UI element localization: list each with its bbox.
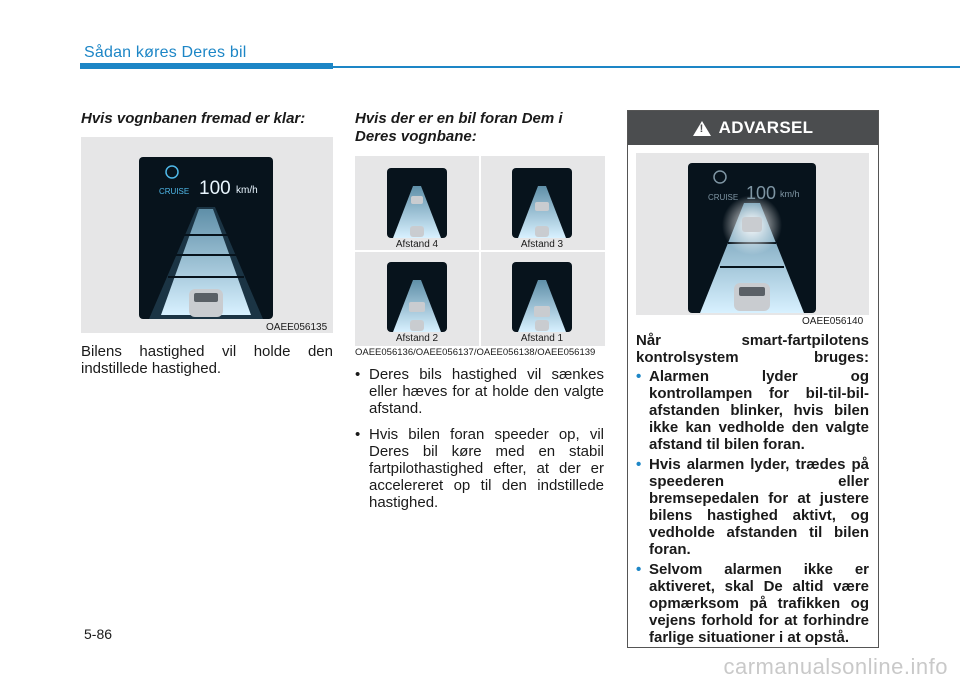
warning-cruise-label: CRUISE	[708, 193, 739, 202]
warning-intro: Når smart-fartpilotens kontrolsystem bruges:	[636, 332, 869, 366]
col1-heading: Hvis vognbanen fremad er klar:	[81, 110, 306, 127]
header-rule	[333, 66, 960, 68]
list-item: • Alarmen lyder og kontrollampen for bil-til-bil-afstanden blinker, hvis bilen ikke kan vedholde den valgte afstand til bilen foran.	[636, 368, 869, 453]
list-item: • Selvom alarmen ikke er aktiveret, skal De altid være opmærksom på trafikken og vejens forhold for at forhindre farlige situationer i at opstå.	[636, 561, 869, 646]
watermark: carmanualsonline.info	[723, 654, 948, 679]
cruise-icon	[166, 166, 178, 178]
warning-list	[636, 368, 869, 649]
mini-display-4	[387, 168, 447, 238]
list-item: • Hvis bilen foran speeder op, vil Deres bil køre med en stabil fartpilothastighed efter, at der er accelereret op til den indstillede hastighed.	[355, 426, 604, 511]
image-codes: OAEE056136/OAEE056137/OAEE056138/OAEE056139	[355, 347, 596, 358]
warning-title: ADVARSEL	[718, 118, 814, 137]
speed-unit: km/h	[236, 185, 258, 196]
warning-triangle-icon	[693, 121, 711, 136]
caption-distance-2: Afstand 2	[395, 333, 439, 344]
caption-distance-3: Afstand 3	[520, 239, 564, 250]
speed-value: 100	[199, 178, 231, 199]
cruise-icon	[714, 171, 726, 183]
warning-speed-unit: km/h	[780, 189, 800, 199]
col1-body: Bilens hastighed vil holde den indstillede hastighed.	[81, 343, 333, 377]
col2-heading: Hvis der er en bil foran Dem i Deres vognbane:	[355, 110, 563, 145]
warning-header	[628, 111, 878, 145]
mini-display-2	[387, 262, 447, 332]
warning-display	[688, 163, 816, 313]
list-item: • Hvis alarmen lyder, trædes på speederen eller bremsepedalen for at justere bilens hastighed aktivt, og vedholde afstanden til bilen foran.	[636, 456, 869, 558]
warning-image-code: OAEE056140	[802, 316, 864, 327]
cruise-label: CRUISE	[159, 187, 190, 196]
col2-bullets	[355, 366, 604, 520]
image-code: OAEE056135	[266, 322, 328, 333]
distance-grid	[355, 156, 605, 346]
cluster-display	[139, 157, 273, 319]
caption-distance-1: Afstand 1	[520, 333, 564, 344]
mini-display-3	[512, 168, 572, 238]
warning-photo	[636, 153, 869, 315]
warning-speed: 100	[746, 183, 777, 203]
lead-car-icon	[742, 217, 762, 232]
list-item: • Deres bils hastighed vil sænkes eller hæves for at holde den valgte afstand.	[355, 366, 604, 417]
header-bar	[80, 63, 333, 69]
caption-distance-4: Afstand 4	[395, 239, 439, 250]
cluster-photo-clear	[81, 137, 333, 333]
warning-box	[627, 110, 879, 648]
mini-display-1	[512, 262, 572, 332]
page-number: 5-86	[84, 626, 113, 642]
section-title: Sådan køres Deres bil	[84, 44, 247, 61]
